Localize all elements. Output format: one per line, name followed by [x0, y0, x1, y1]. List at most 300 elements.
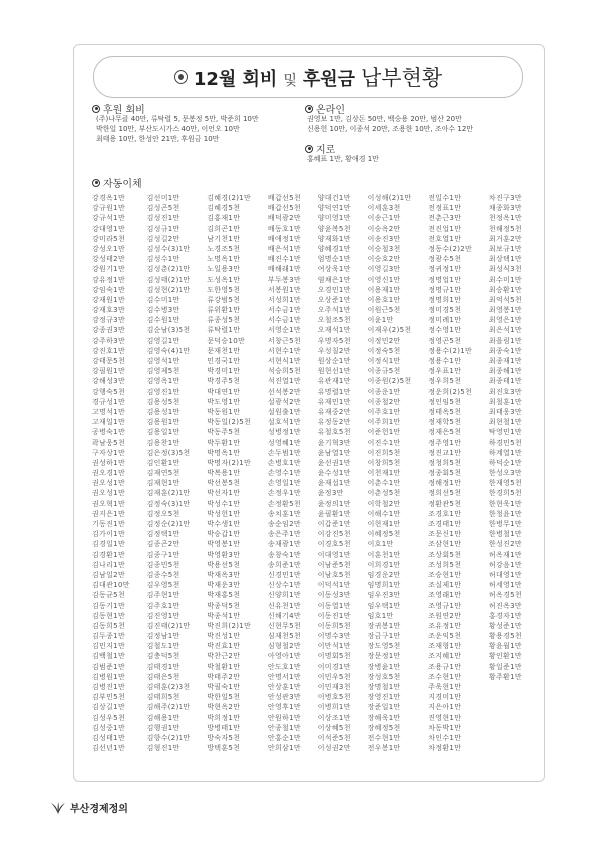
- donor-entry: 황성준1만: [488, 621, 522, 630]
- donor-entry: 김수병3만: [146, 306, 180, 315]
- donor-entry: 김성규1만: [146, 224, 180, 233]
- donor-entry: 박재홍5천: [207, 591, 241, 600]
- donor-entry: 이정민2만: [367, 336, 401, 345]
- donor-entry: 이춘성5천: [367, 489, 401, 498]
- donor-entry: 방택훈5천: [207, 744, 241, 753]
- donor-entry: 차인수1만: [428, 733, 462, 742]
- donor-entry: 박두환1만: [207, 438, 241, 447]
- donor-entry: 김순남(3)5천: [146, 326, 191, 335]
- donor-entry: 최태웅3만: [488, 407, 522, 416]
- donor-entry: 김정오5천: [146, 509, 180, 518]
- donor-entry: 최종숙1만: [488, 346, 522, 355]
- auto-transfer-table: [92, 193, 522, 763]
- donor-entry: 장귀봉1만: [367, 621, 401, 630]
- donor-entry: 전정표1만: [428, 204, 462, 213]
- donor-entry: 박필숙1만: [207, 683, 241, 691]
- donor-entry: 오주석1만: [317, 306, 351, 315]
- donor-entry: 김태희5천: [146, 693, 180, 702]
- donor-entry: 한성진2만: [488, 540, 522, 549]
- donor-entry: 손정우1만: [267, 489, 301, 498]
- donor-entry: 김혜경5천: [207, 204, 241, 213]
- donor-entry: 이병호5천: [317, 693, 351, 702]
- name-column: [318, 193, 351, 763]
- donor-entry: 김영길1만: [146, 336, 180, 345]
- donor-entry: 최억석5천: [488, 295, 522, 304]
- donor-entry: 김성수1만: [146, 255, 180, 264]
- donor-entry: 강규석1만: [92, 214, 126, 223]
- donor-entry: 김은정(3)5천: [146, 448, 191, 457]
- donor-entry: 김경환1만: [92, 550, 126, 559]
- donor-entry: 허대영1만: [488, 570, 522, 579]
- donor-entry: 이정식1만: [367, 357, 401, 365]
- donor-entry: 박선봉5천: [207, 479, 241, 488]
- donor-entry: 노명옥1만: [207, 255, 241, 264]
- donor-entry: 정희선5천: [428, 489, 462, 498]
- donor-entry: 신양희1만: [267, 591, 301, 600]
- donor-entry: 김나리1만: [92, 560, 126, 569]
- donor-entry: 정환관5천: [428, 499, 462, 508]
- donor-entry: 윤수성1만: [317, 469, 351, 478]
- donor-entry: 박철환1만: [207, 662, 241, 671]
- donor-entry: 박용선5천: [207, 560, 241, 569]
- donor-entry: 강규원1만: [92, 204, 126, 213]
- donor-entry: 이경호5천: [317, 540, 351, 549]
- donor-entry: 이영신1만: [367, 275, 401, 284]
- donor-entry: 정우희5천: [428, 377, 462, 386]
- donor-entry: 김향수(2)1만: [146, 733, 191, 742]
- donor-entry: 김동균5천: [92, 591, 126, 600]
- donor-entry: 이재우(2)5천: [367, 326, 412, 335]
- donor-entry: 아영아1만: [267, 652, 301, 661]
- donor-entry: 이희경1만: [367, 560, 401, 569]
- donor-entry: 이원근5천: [367, 306, 401, 315]
- donor-entry: 장명철1만: [367, 683, 401, 691]
- donor-entry: 송은주1만: [267, 530, 301, 539]
- donor-entry: 이호1만: [367, 540, 394, 549]
- donor-entry: 조경호1만: [428, 509, 462, 518]
- donor-entry: 부두봉3만: [267, 275, 301, 284]
- donor-entry: 손정환5천: [267, 499, 301, 508]
- donor-entry: 안도호1만: [267, 662, 301, 671]
- donor-entry: 서현식1만: [267, 357, 301, 365]
- donor-entry: 엄명순1만: [317, 255, 351, 264]
- donor-entry: 노경조5천: [207, 244, 241, 253]
- donor-entry: 하덕순1만: [488, 458, 522, 467]
- donor-entry: 오상준1만: [317, 295, 351, 304]
- donor-entry: 김용일1만: [146, 428, 180, 437]
- donor-entry: 최진호3만: [488, 387, 522, 396]
- donor-entry: 류종성5천: [207, 316, 241, 325]
- donor-entry: 정태옥5천: [428, 407, 462, 416]
- donor-entry: 김용성1만: [146, 407, 180, 416]
- donor-entry: 서영순1만: [267, 326, 301, 335]
- donor-entry: 김종곤2만: [146, 540, 180, 549]
- donor-entry: 심재천5천: [267, 632, 301, 641]
- name-column: [428, 193, 472, 763]
- donor-entry: 한청윤1만: [488, 509, 522, 518]
- donor-entry: 원상순1만: [317, 357, 351, 365]
- donor-entry: 장도영5천: [367, 642, 401, 651]
- donor-entry: 신해기4만: [267, 611, 301, 620]
- donor-entry: 김성현(2)1만: [146, 285, 191, 294]
- donor-entry: 이세훈3천: [367, 204, 401, 213]
- donor-entry: 최상택1만: [488, 255, 522, 264]
- donor-entry: 송희준1만: [267, 560, 301, 569]
- donor-entry: 김수미1만: [146, 295, 180, 304]
- donor-entry: 배동호1만: [267, 224, 301, 233]
- donor-entry: 신유천1만: [267, 601, 301, 610]
- donor-entry: 김선년1만: [92, 744, 126, 753]
- bullet-circle-icon: [174, 70, 188, 84]
- donor-entry: 이창희5천: [367, 458, 401, 467]
- donor-entry: 이민재3천: [317, 683, 351, 691]
- donor-entry: 강재호3만: [92, 306, 126, 315]
- donor-entry: 차동박1만: [428, 723, 462, 732]
- donor-entry: 이학철2만: [367, 499, 401, 508]
- donor-entry: 신경민1만: [267, 570, 301, 579]
- donor-entry: 김재훈(2)1만: [146, 489, 191, 498]
- donor-entry: 장해욱1만: [367, 713, 401, 722]
- donor-entry: 안영후1만: [267, 703, 301, 712]
- donor-entry: 양미영1만: [317, 214, 351, 223]
- donor-entry: 홍경자1만: [488, 611, 522, 620]
- donor-entry: 강미라5천: [92, 234, 126, 243]
- donor-entry: 이현재1만: [367, 520, 401, 528]
- donor-entry: 전춘근3만: [428, 214, 462, 223]
- donor-entry: 김대관10만: [92, 581, 130, 590]
- donor-entry: 이성권2만: [317, 744, 351, 753]
- donor-entry: 전호열1만: [428, 234, 462, 243]
- section-heading-online: 온라인: [305, 101, 345, 116]
- donor-entry: 윤필환1만: [317, 509, 351, 518]
- donor-entry: 양대건1만: [317, 194, 351, 202]
- donor-entry: 김동현1만: [92, 611, 126, 620]
- donor-entry: 최성식3천: [488, 265, 522, 274]
- donor-entry: 김영제5천: [146, 367, 180, 376]
- donor-entry: 하경민5천: [488, 438, 522, 447]
- donor-entry: 윤남열1만: [317, 448, 351, 457]
- donor-entry: 정청희5천: [428, 458, 462, 467]
- donor-entry: 송치훈1만: [267, 509, 301, 518]
- donor-entry: 박명옥1만: [207, 448, 241, 457]
- donor-entry: 안홍순1만: [267, 733, 301, 742]
- donor-entry: 김우영5천: [146, 581, 180, 590]
- donor-entry: 정명규1만: [428, 285, 462, 294]
- donor-entry: 정재은5천: [428, 428, 462, 437]
- donor-entry: 조유정1만: [428, 621, 462, 630]
- donor-entry: 한경희5천: [488, 489, 522, 498]
- donor-entry: 석진열1만: [267, 377, 301, 386]
- donor-entry: [489, 743, 522, 753]
- donor-entry: 박현옥2만: [207, 703, 241, 712]
- donor-entry: 류위환1만: [207, 306, 241, 315]
- donor-entry: 문덕승10만: [207, 336, 246, 345]
- donor-entry: 김희곤1만: [207, 224, 241, 233]
- donor-entry: 한병철1만: [488, 530, 522, 539]
- donor-entry: 천정옥1만: [488, 214, 522, 223]
- donor-entry: 손영일1만: [267, 479, 301, 488]
- donor-entry: 최거훈2만: [488, 234, 522, 243]
- donor-entry: 장성호5천: [367, 672, 401, 681]
- donor-entry: 박영환3만: [207, 550, 241, 559]
- donor-entry: 권오혁1만: [92, 499, 126, 508]
- donor-entry: 김성우5천: [92, 713, 126, 722]
- donor-entry: 송순임2만: [267, 520, 301, 528]
- donor-entry: 김가이1만: [92, 530, 126, 539]
- donor-entry: 손영수1만: [267, 469, 301, 478]
- donor-entry: 채종화3만: [488, 204, 522, 213]
- donor-entry: 안상훈1만: [267, 683, 301, 691]
- donor-entry: 강해성3만: [92, 377, 126, 386]
- donor-entry: 유정동2만: [317, 418, 351, 427]
- donor-entry: 이용호1만: [367, 295, 401, 304]
- donor-entry: 임경운2만: [367, 570, 401, 579]
- donor-entry: 기동진1만: [92, 520, 126, 528]
- donor-entry: 손병호1만: [267, 458, 301, 467]
- donor-entry: 석승희5천: [267, 367, 301, 376]
- donor-entry: 박한일5천: [207, 693, 241, 702]
- donor-entry: 강원기1만: [92, 265, 126, 274]
- donor-entry: 서수금1만: [267, 316, 301, 325]
- donor-entry: 이영길3만: [367, 265, 401, 274]
- donor-entry: 강필원1만: [92, 367, 126, 376]
- donor-entry: 우성칠2만: [317, 346, 351, 355]
- donor-entry: 이송진3만: [367, 234, 401, 243]
- donor-entry: 방숙자5천: [207, 733, 241, 742]
- donor-entry: 이강진5천: [317, 530, 351, 539]
- name-column: [268, 193, 301, 763]
- donor-entry: 김주현1만: [146, 591, 180, 600]
- donor-entry: 배덕광2만: [267, 214, 301, 223]
- donor-entry: 정종회5천: [428, 469, 462, 478]
- donor-entry: 조성희5천: [428, 560, 462, 569]
- donor-entry: 곽남웅5천: [92, 438, 126, 447]
- donor-entry: 박희정1만: [207, 713, 241, 722]
- donor-entry: 김재연5천: [146, 469, 180, 478]
- donor-entry: 김동희5천: [92, 621, 126, 630]
- donor-entry: 김행권1만: [146, 723, 180, 732]
- donor-entry: 김성태1만: [92, 733, 126, 742]
- donor-entry: 양윤복5천: [317, 224, 351, 233]
- donor-entry: 유재중2만: [317, 407, 351, 416]
- donor-entry: 조실제1만: [428, 581, 462, 590]
- donor-entry: 김태경1만: [146, 662, 180, 671]
- online-list: 권영보 1만, 김상돈 50만, 백승용 20만, 범산 20만 신용헌 10만, 이종석 20만, 조용한 10만, 조아수 12만: [307, 115, 474, 133]
- donor-entry: 최승환1만: [488, 285, 522, 294]
- donor-entry: 이대영1만: [317, 550, 351, 559]
- donor-entry: 이정숙5천: [367, 346, 401, 355]
- name-column: [489, 193, 522, 763]
- donor-entry: 이남준5천: [317, 560, 351, 569]
- donor-entry: 최현철1만: [488, 418, 522, 427]
- donor-entry: 이춘수1만: [367, 479, 401, 488]
- donor-entry: 정미경5천: [428, 306, 462, 315]
- donor-entry: 김태은5천: [146, 672, 180, 681]
- sponsor-list: (주)나무클 40만, 류탁렬 5, 문봉정 5만, 박준희 10만 박한일 10만, 부산도시가스 40만, 이언오 10만 최태용 10만, 한성안 21만, 후원금 10만: [96, 115, 259, 143]
- donor-entry: 강성태2만: [92, 255, 126, 264]
- donor-entry: 이석준5천: [317, 733, 351, 742]
- donor-entry: 최영은1만: [488, 316, 522, 325]
- donor-entry: 설광석2만: [267, 397, 301, 406]
- donor-entry: 여상욱1만: [317, 265, 351, 274]
- donor-entry: 박승갑1만: [207, 530, 241, 539]
- donor-entry: 안명서1만: [267, 672, 301, 681]
- donor-entry: 송재광1만: [267, 540, 301, 549]
- leaf-logo-icon: [50, 801, 66, 815]
- donor-entry: 이만석1만: [317, 642, 351, 651]
- donor-entry: 정명희1만: [428, 295, 462, 304]
- donor-entry: 강정규3만: [92, 316, 126, 325]
- donor-entry: 김성길2만: [146, 234, 180, 243]
- donor-entry: 이준헌1만: [367, 428, 401, 437]
- donor-entry: 김민지1만: [92, 642, 126, 651]
- donor-entry: 김수원1만: [146, 316, 180, 325]
- donor-entry: 김해용1만: [146, 713, 180, 722]
- donor-entry: 강임숙1만: [92, 285, 126, 294]
- donor-entry: 조수현1만: [428, 672, 462, 681]
- donor-entry: 김용성5천: [146, 397, 180, 406]
- donor-entry: 김성곤5천: [146, 204, 180, 213]
- donor-entry: 서창근5천: [267, 336, 301, 345]
- donor-entry: 윤기혁3만: [317, 438, 351, 447]
- title-main2: 후원금: [302, 69, 356, 90]
- donor-entry: 이종원(2)5천: [367, 377, 412, 386]
- donor-entry: 이훈천1만: [367, 550, 401, 559]
- donor-entry: 김종구1만: [146, 550, 180, 559]
- donor-entry: 정수영1만: [428, 326, 462, 335]
- donor-entry: 배갑선5천: [267, 194, 301, 202]
- donor-entry: 박태주2만: [207, 672, 241, 681]
- title-and: 및: [283, 73, 297, 89]
- donor-entry: 강주하3만: [92, 336, 126, 345]
- donor-entry: 임명희1만: [367, 581, 401, 590]
- title-banner: [93, 56, 523, 98]
- donor-entry: 유재민1만: [317, 397, 351, 406]
- donor-entry: 박진성1만: [207, 632, 241, 641]
- donor-entry: 지은아1만: [428, 703, 462, 712]
- donor-entry: 안원하1만: [267, 713, 301, 722]
- donor-entry: 손두범1만: [267, 448, 301, 457]
- donor-entry: 김태훈(2)3천: [146, 683, 191, 691]
- donor-entry: 박선자1만: [207, 489, 241, 498]
- donor-entry: 설원출1만: [267, 407, 301, 416]
- donor-entry: 송창숙1만: [267, 550, 301, 559]
- donor-entry: 선석봉2만: [267, 387, 301, 396]
- donor-entry: [489, 723, 522, 733]
- donor-entry: 성영혜1만: [267, 438, 301, 447]
- donor-entry: 정우표1만: [428, 367, 462, 376]
- bullet-icon: [92, 105, 100, 113]
- donor-entry: 이해수1만: [367, 509, 401, 518]
- donor-entry: 이덕석1만: [317, 581, 351, 590]
- donor-entry: 한현욱1만: [488, 499, 522, 508]
- donor-entry: 김영옥1만: [146, 377, 180, 386]
- donor-entry: 김정순(2)1만: [146, 520, 191, 528]
- donor-entry: 이남호5천: [317, 570, 351, 579]
- donor-entry: 심형철2만: [267, 642, 301, 651]
- donor-entry: 김영석1만: [146, 357, 180, 365]
- donor-entry: 임우진3만: [367, 591, 401, 600]
- donor-entry: 최종해1만: [488, 367, 522, 376]
- donor-entry: 박대연1만: [207, 387, 241, 396]
- donor-entry: 김해주(2)1만: [146, 703, 191, 712]
- donor-entry: 장문정1만: [367, 652, 401, 661]
- donor-entry: 안성관3만: [267, 693, 301, 702]
- donor-entry: 이종운1만: [367, 387, 401, 396]
- donor-entry: 안종철1만: [267, 723, 301, 732]
- donor-entry: 이진희5천: [367, 448, 401, 457]
- donor-entry: 박재운3만: [207, 581, 241, 590]
- donor-entry: 박도영1만: [207, 397, 241, 406]
- donor-entry: 정미례1만: [428, 316, 462, 325]
- section-heading-sponsor: 후원 회비: [92, 101, 145, 116]
- donor-entry: 서수금1만: [267, 306, 301, 315]
- title-big: 납부현황: [361, 66, 443, 90]
- donor-entry: 김철도1만: [146, 642, 180, 651]
- donor-entry: 이상혜5천: [317, 723, 351, 732]
- donor-entry: 박경미1만: [207, 367, 241, 376]
- donor-entry: 박동일(2)5천: [207, 418, 252, 427]
- donor-entry: 이명회5천: [317, 652, 351, 661]
- donor-entry: 이주호1만: [367, 407, 401, 416]
- donor-entry: 이미경1만: [317, 662, 351, 671]
- donor-entry: 정동수(2)2만: [428, 244, 473, 253]
- donor-entry: 정명업1만: [428, 275, 462, 284]
- donor-entry: 탁영민1만: [488, 428, 522, 437]
- donor-entry: 강재원1만: [92, 295, 126, 304]
- bullet-icon: [305, 145, 313, 153]
- donor-entry: 서현수1만: [267, 346, 301, 355]
- donor-entry: 허옥경5천: [488, 591, 522, 600]
- donor-entry: 조상회5천: [428, 550, 462, 559]
- donor-entry: 최수미1만: [488, 275, 522, 284]
- name-column: [368, 193, 412, 763]
- donor-entry: 김정택1만: [146, 530, 180, 539]
- donor-entry: 허세영1만: [488, 581, 522, 590]
- donor-entry: 이승호2만: [367, 255, 401, 264]
- donor-entry: 최철훈1만: [488, 397, 522, 406]
- donor-entry: 권오성1만: [92, 479, 126, 488]
- donor-entry: 김진태(2)1만: [146, 621, 191, 630]
- donor-entry: 정용수(2)1만: [428, 346, 473, 355]
- donor-entry: 최종태1만: [488, 377, 522, 386]
- donor-entry: 이상조1만: [317, 713, 351, 722]
- donor-entry: 허옥재1만: [488, 550, 522, 559]
- donor-entry: 이주희1만: [367, 418, 401, 427]
- donor-entry: 강태문5천: [92, 357, 126, 365]
- donor-entry: 차진구3만: [488, 194, 522, 202]
- donor-entry: 박재옥3만: [207, 570, 241, 579]
- donor-entry: 김종민5천: [146, 560, 180, 569]
- donor-entry: 윤정의1만: [317, 499, 351, 508]
- donor-entry: 배해래1만: [267, 265, 301, 274]
- donor-entry: 황인환1만: [488, 652, 522, 661]
- donor-entry: 김인환1만: [146, 458, 180, 467]
- donor-entry: 조문신1만: [428, 530, 462, 539]
- donor-entry: 이윤1만: [367, 316, 394, 325]
- donor-entry: 김성춘(2)1만: [146, 265, 191, 274]
- donor-entry: 정재학5천: [428, 418, 462, 427]
- donor-entry: [489, 682, 522, 692]
- donor-entry: 박찬근2만: [207, 652, 241, 661]
- donor-entry: 방병태1만: [207, 723, 241, 732]
- donor-entry: 이혜정5천: [367, 530, 401, 539]
- donor-entry: 강유정1만: [92, 275, 126, 284]
- donor-entry: 박복용1만: [207, 469, 241, 478]
- donor-entry: 김성수(3)1만: [146, 244, 191, 253]
- donor-entry: 박동원1만: [207, 407, 241, 416]
- donor-entry: 임우택1만: [367, 601, 401, 610]
